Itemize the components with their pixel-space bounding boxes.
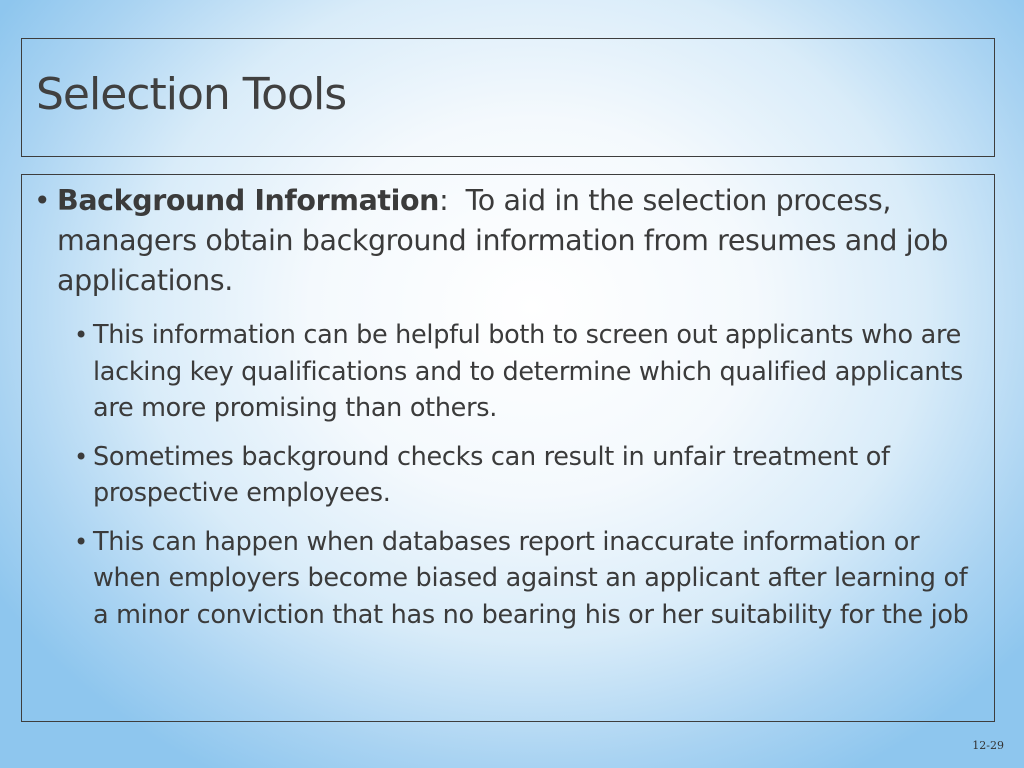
bullet-icon: • [74, 321, 88, 349]
bullet-icon: • [74, 527, 88, 556]
sub-bullet-list [72, 317, 982, 645]
slide-title: Selection Tools [36, 69, 347, 120]
bullet-description: To aid in the selection process, managers obtain background information from resumes and job applications. [57, 184, 957, 297]
sub-bullet-text: This can happen when databases report inaccurate information or when employers become biased against an applicant after learning of a minor conviction that has no bearing his or her suitability for the job [93, 526, 969, 630]
bullet-term: Background Information [57, 184, 440, 217]
main-bullet-point [34, 181, 979, 301]
bullet-icon: • [74, 442, 88, 471]
content-placeholder [21, 174, 995, 722]
bullet-icon: • [34, 184, 51, 217]
slide-page-number: 12-29 [972, 739, 1004, 752]
term-separator: : [439, 184, 449, 217]
sub-bullet-text: This information can be helpful both to screen out applicants who are lacking key qualifications and to determine which qualified applicants are more promising than others. [93, 320, 963, 423]
title-placeholder [21, 38, 995, 157]
sub-bullet-item [72, 524, 982, 634]
main-bullet-text [34, 181, 979, 301]
sub-bullet-item [72, 439, 982, 512]
sub-bullet-item [72, 317, 982, 427]
sub-bullet-text: Sometimes background checks can result in unfair treatment of prospective employees. [93, 441, 890, 508]
